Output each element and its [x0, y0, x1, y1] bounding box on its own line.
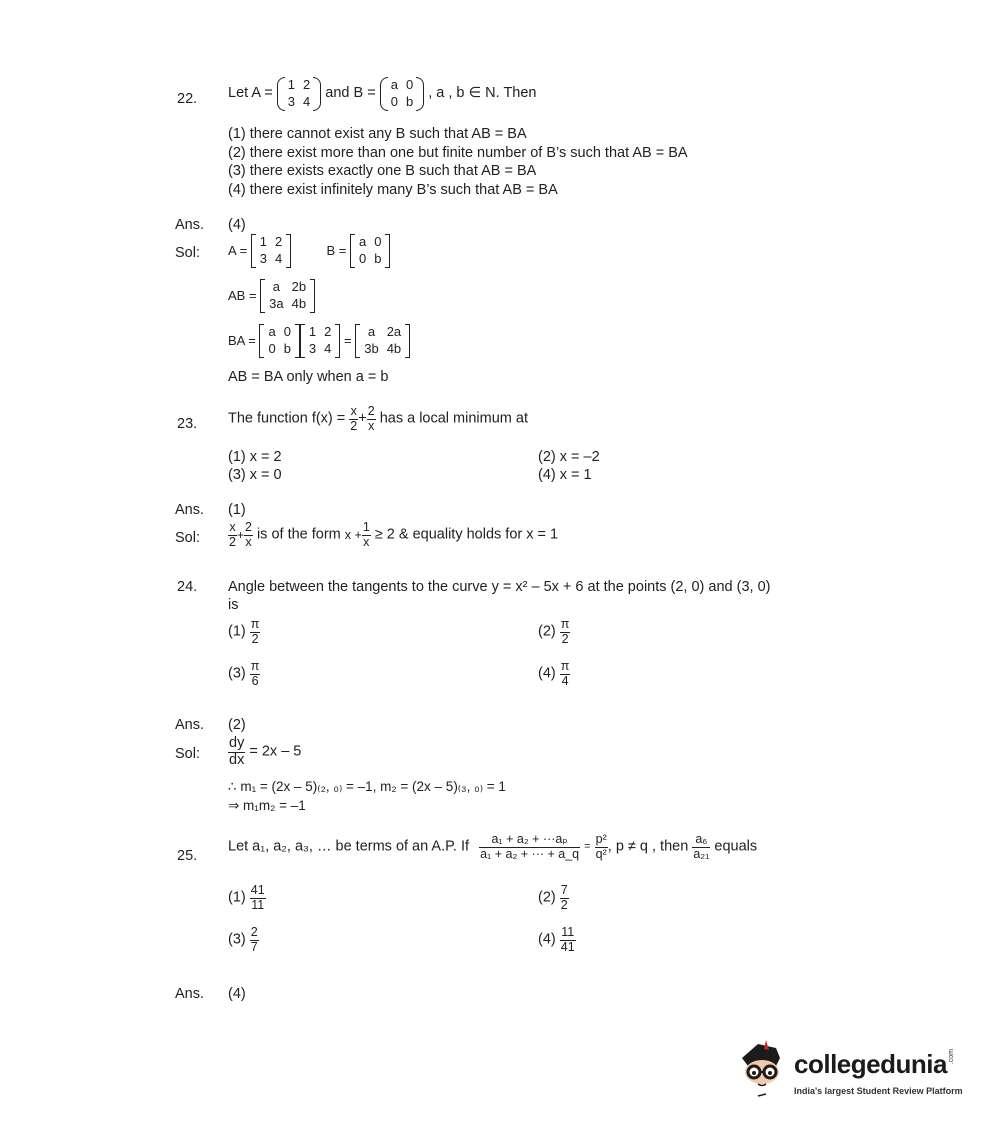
- q24-option-4: (4) $\frac{\pi}{4}$: [538, 659, 570, 688]
- q22-number: 22.: [177, 91, 198, 107]
- q22-sol-conclusion: AB = BA only when a = b: [228, 369, 389, 385]
- q25-option-1: (1) $\frac{41}{11}$: [228, 883, 265, 912]
- q23-plus: +: [358, 410, 367, 427]
- q23-ans-label: Ans.: [175, 502, 205, 518]
- q25-ratio-fraction: $\frac{\text{a₆}}{\text{a₂₁}}$: [693, 832, 710, 861]
- q25-stem: [228, 833, 757, 862]
- q22-sol-b-eq: B =: [326, 243, 347, 259]
- q22-sol-matrix-ba1: a 0 0 b: [259, 324, 299, 358]
- q23-stem-b: has a local minimum at: [379, 410, 528, 427]
- q25-option-4: (4) $\frac{11}{41}$: [538, 925, 575, 954]
- q24-sol-label: Sol:: [175, 746, 200, 762]
- q22-matrix-b: a 0 0 b: [380, 77, 424, 111]
- q22-sol-a-eq: A =: [228, 243, 248, 259]
- logo-wordmark: [794, 1049, 956, 1080]
- q22-sol-ab-eq: AB =: [228, 288, 257, 304]
- q23-stem-a: The function f(x) =: [228, 410, 346, 427]
- q25-number: 25.: [177, 848, 198, 864]
- q23-option-4: (4) x = 1: [538, 467, 592, 483]
- q22-sol-ab-defs: [228, 234, 390, 268]
- q24-sol-line3: ⇒ m₁m₂ = –1: [228, 798, 306, 813]
- q23-answer: (1): [228, 502, 246, 518]
- q22-ans-label: Ans.: [175, 217, 205, 233]
- q22-options: [228, 125, 688, 199]
- q23-number: 23.: [177, 416, 198, 432]
- q24-option-1: (1) $\frac{\pi}{2}$: [228, 617, 260, 646]
- q23-sol-fraction-1: $\frac{x}{2}$: [229, 520, 236, 549]
- collegedunia-logo[interactable]: [736, 1036, 966, 1106]
- q22-sol-matrix-ab: a 2b 3a 4b: [260, 279, 315, 313]
- q23-sol-x-plus: x +: [344, 527, 362, 542]
- q25-equals: =: [584, 840, 591, 853]
- q23-stem: [228, 405, 528, 434]
- q23-fraction-1: $\frac{x}{2}$: [350, 404, 358, 433]
- q25-stem-a: Let a₁, a₂, a₃, … be terms of an A.P. If: [228, 838, 470, 855]
- q23-solution: [228, 521, 558, 550]
- q25-ans-label: Ans.: [175, 986, 205, 1002]
- q24-stem-line1: Angle between the tangents to the curve y = x² – 5x + 6 at the points (2, 0) and (3, 0): [228, 579, 771, 595]
- q23-sol-fraction-2: $\frac{2}{x}$: [244, 520, 252, 549]
- logo-name: collegedunia: [794, 1049, 947, 1079]
- q22-sol-matrix-ba2: 1 2 3 4: [300, 324, 340, 358]
- q24-stem-line2: is: [228, 597, 239, 613]
- q24-ans-label: Ans.: [175, 717, 205, 733]
- q22-sol-ab: [228, 279, 315, 313]
- q22-option-3: (3) there exists exactly one B such that AB = BA: [228, 163, 537, 179]
- q23-sol-label: Sol:: [175, 530, 200, 546]
- q24-sol-line2: ∴ m₁ = (2x – 5)₍₂, ₀₎ = –1, m₂ = (2x – 5)₍₃, ₀₎ = 1: [228, 779, 506, 794]
- q22-option-4: (4) there exist infinitely many B’s such that AB = BA: [228, 181, 558, 198]
- q22-sol-ba-eq: BA =: [228, 333, 256, 349]
- q22-sol-label: Sol:: [175, 245, 200, 261]
- q24-sol-derivative: [228, 736, 301, 769]
- q23-sol-text-a: is of the form: [256, 526, 341, 543]
- q23-sol-fraction-3: $\frac{1}{x}$: [362, 520, 370, 549]
- q25-answer: (4): [228, 986, 246, 1002]
- q23-option-1: (1) x = 2: [228, 449, 282, 465]
- q22-stem: [228, 77, 537, 111]
- logo-tld: .com: [947, 1049, 955, 1065]
- q25-stem-c: equals: [714, 838, 758, 855]
- q24-option-3: (3) $\frac{\pi}{6}$: [228, 659, 260, 688]
- logo-tagline: India's largest Student Review Platform: [794, 1086, 963, 1096]
- q23-sol-plus: +: [236, 528, 244, 543]
- q22-stem-c: , a , b ∈ N. Then: [428, 85, 537, 102]
- q23-options-right: [538, 448, 600, 484]
- q23-options-left: [228, 448, 282, 484]
- q25-option-2: (2) $\frac{7}{2}$: [538, 883, 568, 912]
- student-mascot-icon: [736, 1036, 794, 1106]
- q23-sol-text-b: ≥ 2 & equality holds for x = 1: [374, 526, 559, 543]
- q25-ap-fraction: $\frac{\text{a₁ + a₂ + ···aₚ}}{\text{a₁ + a₂ + ··· + a\_q}}$: [480, 832, 580, 861]
- q24-answer: (2): [228, 717, 246, 733]
- q22-option-2: (2) there exist more than one but finite number of B’s such that AB = BA: [228, 144, 688, 161]
- q23-option-3: (3) x = 0: [228, 467, 282, 483]
- q22-answer: (4): [228, 217, 246, 233]
- q24-sol-dydx: $\frac{dy}{dx}$: [229, 735, 245, 768]
- q24-sol-rhs: = 2x – 5: [249, 743, 302, 760]
- q24-option-2: (2) $\frac{\pi}{2}$: [538, 617, 570, 646]
- q23-fraction-2: $\frac{2}{x}$: [367, 404, 375, 433]
- q22-sol-matrix-b: a 0 0 b: [350, 234, 390, 268]
- q22-sol-ba: [228, 324, 410, 358]
- q22-stem-a: Let A =: [228, 85, 273, 102]
- q24-number: 24.: [177, 579, 198, 595]
- q22-matrix-a: 1 2 3 4: [277, 77, 321, 111]
- q25-stem-b: , p ≠ q , then: [607, 838, 689, 855]
- q22-sol-matrix-ba-result: a 2a 3b 4b: [355, 324, 410, 358]
- q22-sol-equals: =: [344, 333, 352, 349]
- q22-option-1: (1) there cannot exist any B such that AB = BA: [228, 126, 527, 142]
- q25-pq-fraction: $\frac{\text{p²}}{\text{q²}}$: [595, 832, 607, 861]
- q22-sol-matrix-a: 1 2 3 4: [251, 234, 291, 268]
- q22-stem-b: and B =: [325, 85, 376, 102]
- q25-option-3: (3) $\frac{2}{7}$: [228, 925, 258, 954]
- q23-option-2: (2) x = –2: [538, 449, 600, 465]
